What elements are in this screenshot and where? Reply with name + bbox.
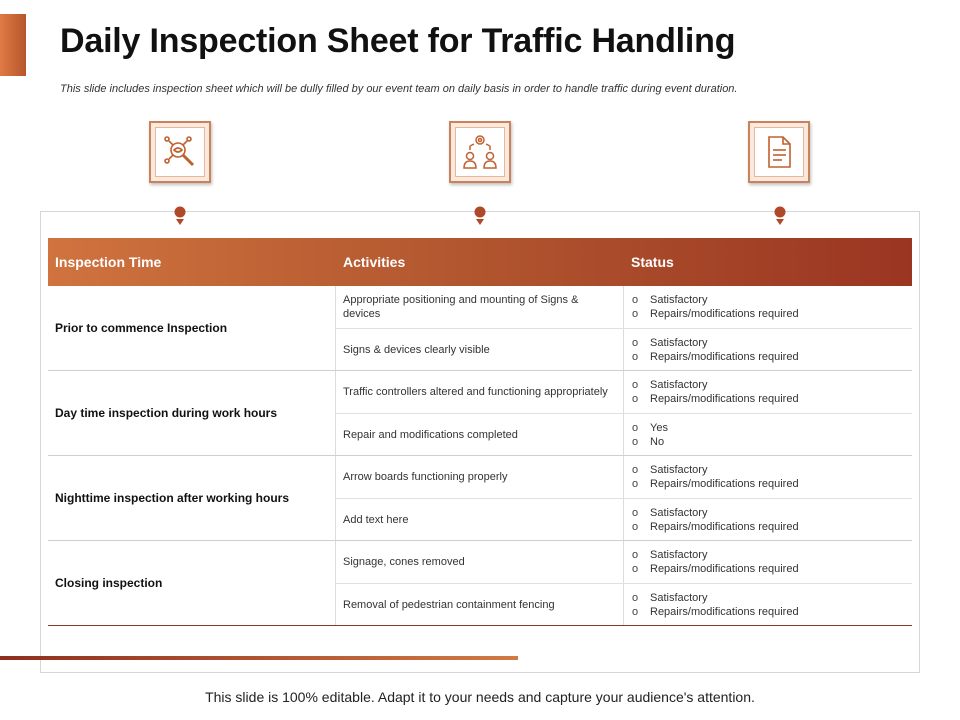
status-bullet: o	[632, 350, 639, 363]
table-group	[48, 456, 912, 541]
status-option: Repairs/modifications required	[650, 478, 799, 490]
activity-cell: Arrow boards functioning properly	[336, 456, 624, 498]
status-bullet: o	[632, 308, 639, 320]
status-bullet: o	[632, 605, 639, 618]
pin-marker-2	[473, 206, 487, 226]
activity-cell: Traffic controllers altered and functioning appropriately	[336, 371, 624, 413]
status-bullet: o	[632, 294, 639, 306]
status-cell	[624, 329, 912, 370]
status-bullet: o	[632, 435, 639, 448]
status-option: Repairs/modifications required	[650, 605, 799, 618]
pin-marker-1	[173, 206, 187, 226]
status-bullet: o	[632, 379, 639, 391]
status-option: Repairs/modifications required	[650, 520, 799, 533]
table-row	[336, 498, 912, 540]
status-cell	[624, 286, 912, 328]
table-row	[336, 413, 912, 455]
footer-note: This slide is 100% editable. Adapt it to your needs and capture your audience's attention.	[205, 689, 755, 705]
document-icon	[759, 132, 799, 172]
status-cell	[624, 414, 912, 455]
inspection-time-cell: Closing inspection	[48, 541, 336, 625]
status-option: Satisfactory	[650, 379, 708, 391]
activity-cell: Signs & devices clearly visible	[336, 329, 624, 370]
page-title: Daily Inspection Sheet for Traffic Handling	[60, 22, 736, 60]
status-cell	[624, 541, 912, 583]
inspection-table	[48, 238, 912, 626]
icon-card-3	[748, 121, 810, 183]
status-option: Satisfactory	[650, 464, 708, 476]
status-option: Repairs/modifications required	[650, 308, 799, 320]
table-row	[336, 541, 912, 583]
table-row	[336, 456, 912, 498]
team-gear-icon	[460, 132, 500, 172]
status-cell	[624, 456, 912, 498]
status-cell	[624, 584, 912, 625]
status-bullet: o	[632, 549, 639, 561]
table-row	[336, 371, 912, 413]
status-option: Repairs/modifications required	[650, 563, 799, 575]
header-activities: Activities	[343, 254, 406, 270]
status-bullet: o	[632, 336, 639, 349]
search-analysis-icon	[160, 132, 200, 172]
table-row	[336, 583, 912, 625]
status-option: Satisfactory	[650, 336, 708, 349]
status-bullet: o	[632, 464, 639, 476]
status-bullet: o	[632, 421, 639, 434]
status-option: Satisfactory	[650, 294, 708, 306]
activity-cell: Appropriate positioning and mounting of Signs & devices	[336, 286, 624, 328]
status-bullet: o	[632, 591, 639, 604]
status-option: Satisfactory	[650, 591, 708, 604]
activity-cell: Removal of pedestrian containment fencing	[336, 584, 624, 625]
status-option: Repairs/modifications required	[650, 393, 799, 405]
table-row	[336, 286, 912, 328]
status-cell	[624, 499, 912, 540]
status-option: Satisfactory	[650, 549, 708, 561]
status-option: Yes	[650, 421, 668, 434]
header-inspection-time: Inspection Time	[55, 254, 162, 270]
table-header	[48, 238, 912, 286]
activity-cell: Signage, cones removed	[336, 541, 624, 583]
status-cell	[624, 371, 912, 413]
status-bullet: o	[632, 506, 639, 519]
page-subtitle: This slide includes inspection sheet which will be dully filled by our event team on daily basis in order to handle traffic during event duration.	[60, 83, 738, 95]
icon-card-1	[149, 121, 211, 183]
table-row	[336, 328, 912, 370]
status-option: Satisfactory	[650, 506, 708, 519]
inspection-time-cell: Nighttime inspection after working hours	[48, 456, 336, 540]
status-bullet: o	[632, 563, 639, 575]
status-bullet: o	[632, 478, 639, 490]
status-bullet: o	[632, 520, 639, 533]
status-option: Repairs/modifications required	[650, 350, 799, 363]
accent-bar	[0, 14, 26, 76]
status-bullet: o	[632, 393, 639, 405]
header-status: Status	[631, 254, 674, 270]
table-group	[48, 286, 912, 371]
decorative-underline	[0, 656, 518, 660]
pin-marker-3	[773, 206, 787, 226]
status-option: No	[650, 435, 665, 448]
table-group	[48, 371, 912, 456]
activity-cell: Repair and modifications completed	[336, 414, 624, 455]
inspection-time-cell: Prior to commence Inspection	[48, 286, 336, 370]
table-group	[48, 541, 912, 626]
icon-card-2	[449, 121, 511, 183]
inspection-time-cell: Day time inspection during work hours	[48, 371, 336, 455]
activity-cell: Add text here	[336, 499, 624, 540]
